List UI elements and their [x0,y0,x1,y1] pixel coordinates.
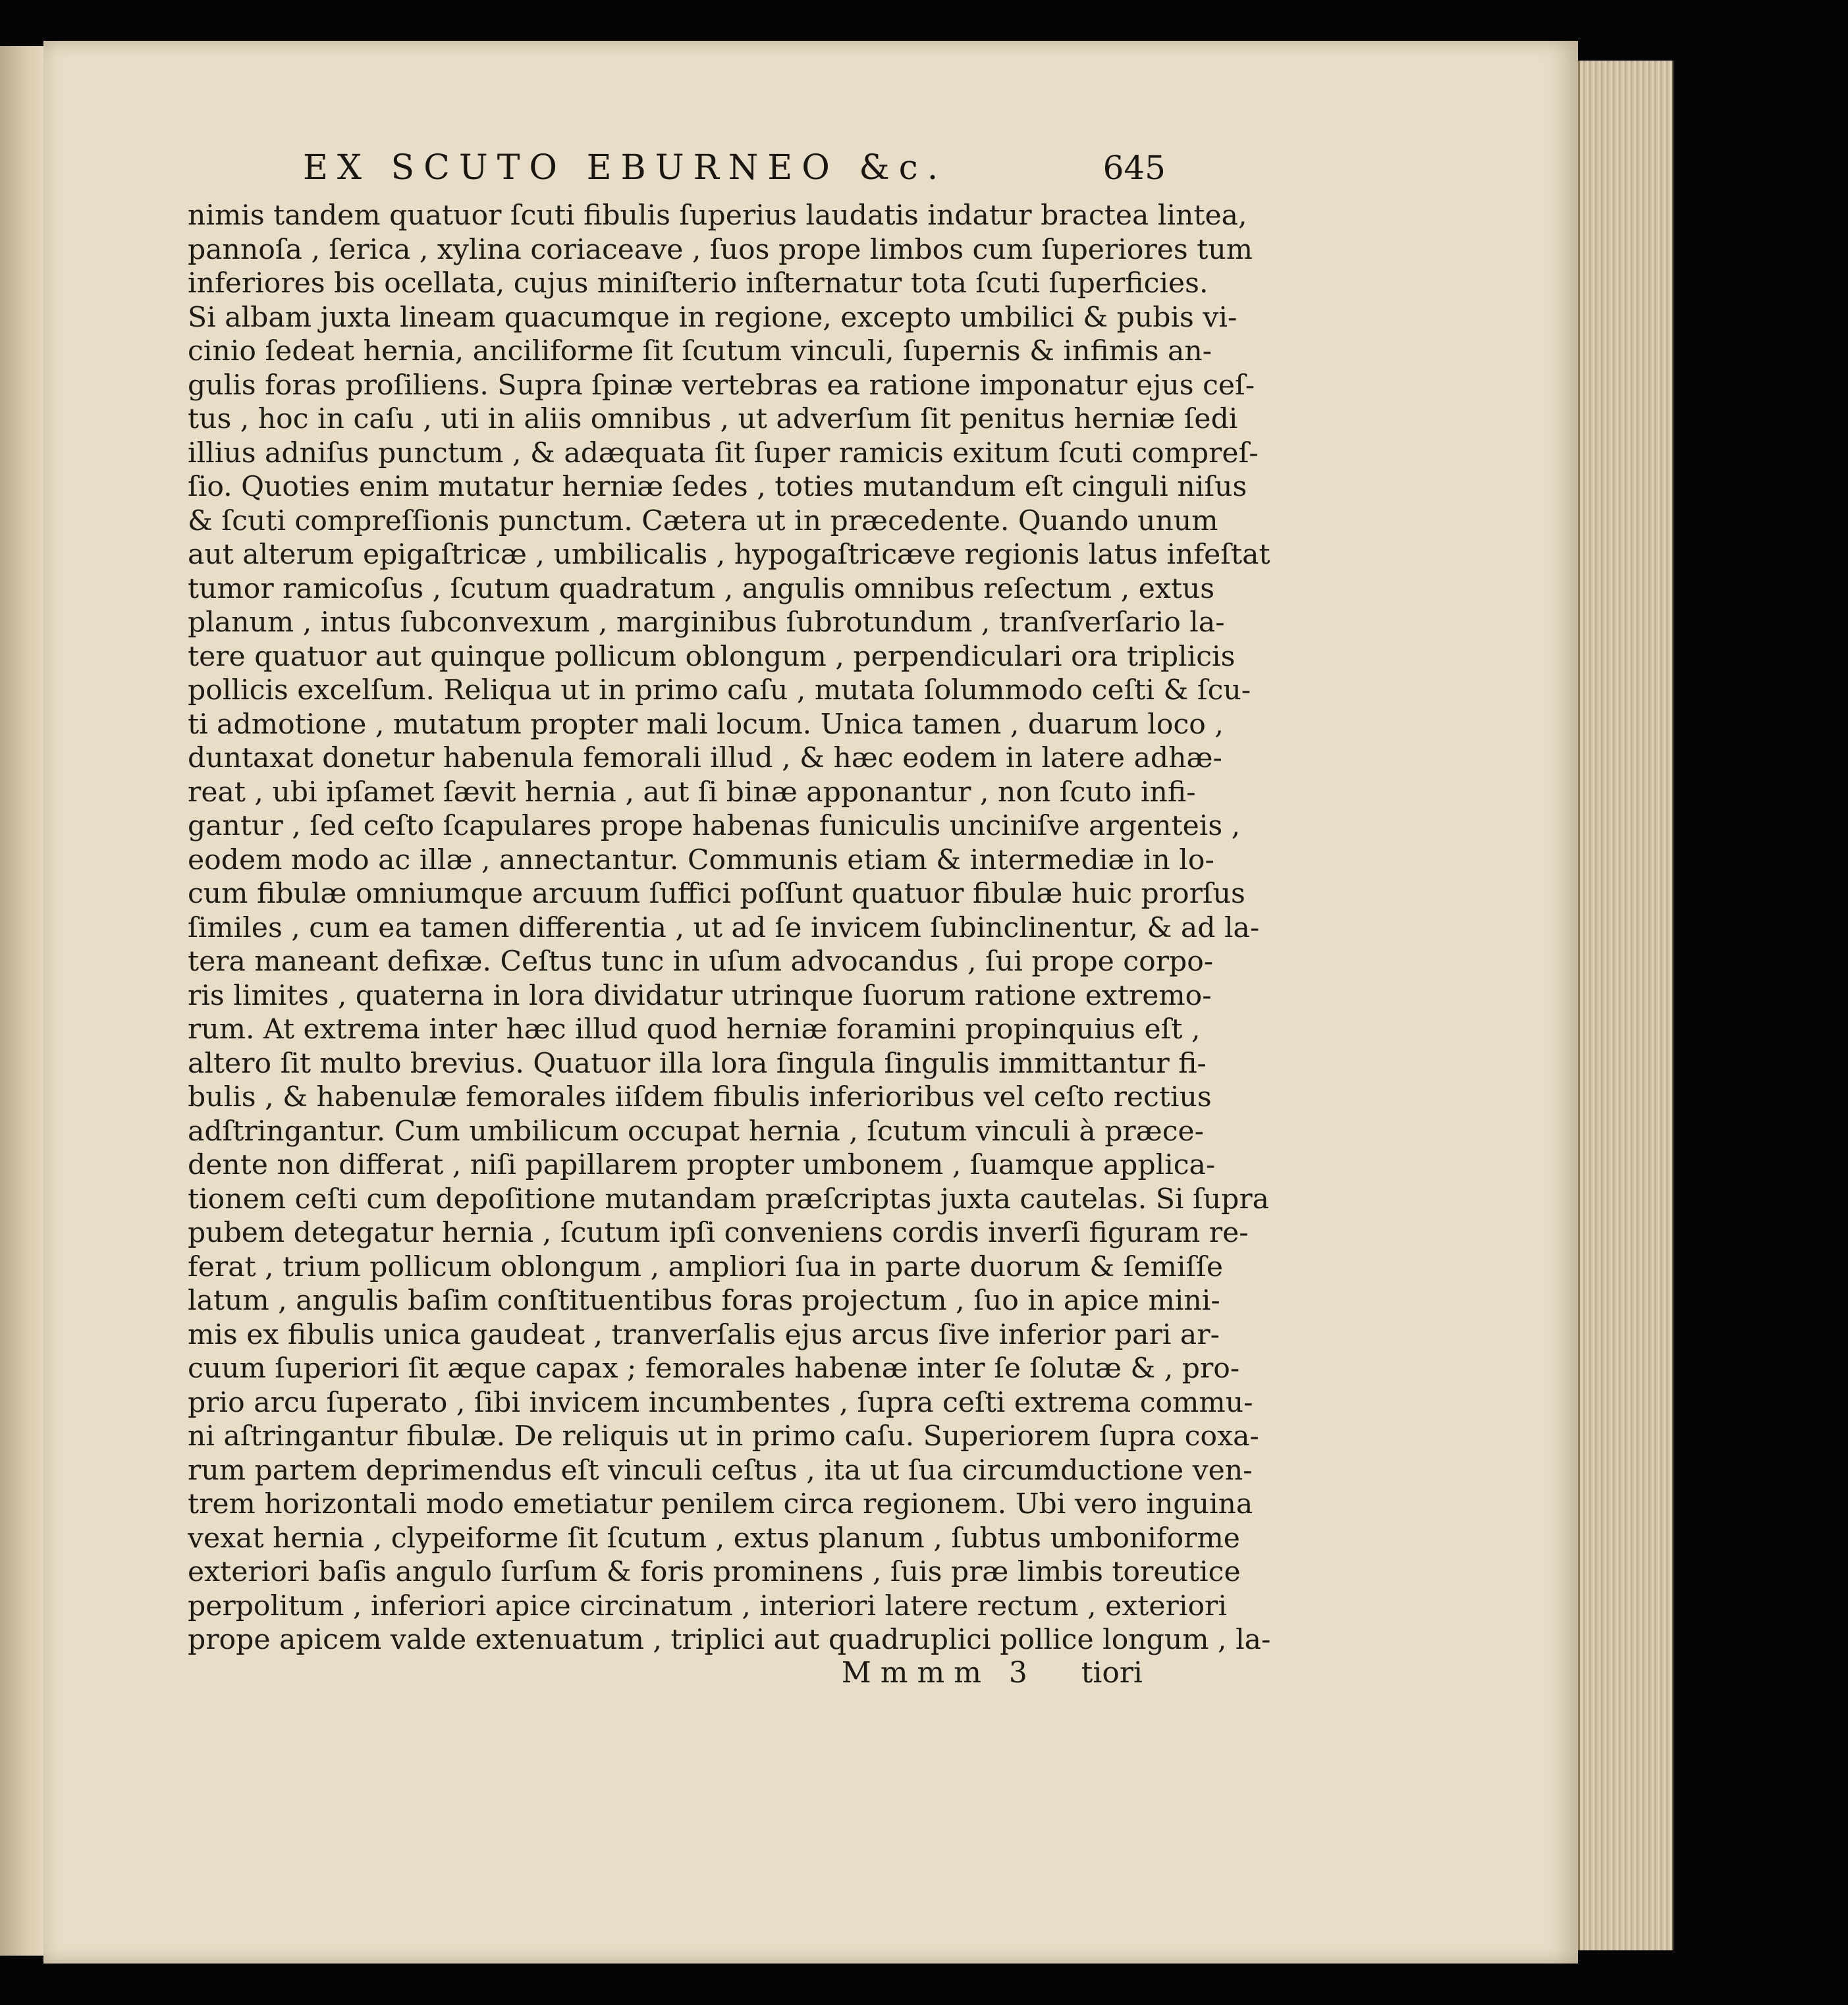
text-line: nimis tandem quatuor ſcuti fibulis ſuperius laudatis indatur bractea lintea, [188,200,1247,232]
page-number: 645 [1102,149,1166,187]
text-line: & ſcuti compreſſionis punctum. Cætera ut in præcedente. Quando unum [188,504,1218,537]
text-line: ni aſtringantur fibulæ. De reliquis ut in primo caſu. Superiorem ſupra coxa- [188,1420,1259,1453]
text-line: inferiores bis ocellata, cujus miniſterio inſternatur tota ſcuti ſuperficies. [188,267,1209,300]
text-line: tere quatuor aut quinque pollicum oblongum , perpendiculari ora triplicis [188,640,1236,673]
text-line: adſtringantur. Cum umbilicum occupat hernia , ſcutum vinculi à præce- [188,1115,1205,1148]
text-line: mis ex fibulis unica gaudeat , tranverſalis ejus arcus ſive inferior pari ar- [188,1318,1220,1351]
text-line: ris limites , quaterna in lora dividatur utrinque ſuorum ratione extremo- [188,979,1212,1012]
running-title: EX SCUTO EBURNEO &c. [303,148,948,188]
text-line: duntaxat donetur habenula femorali illud , & hæc eodem in latere adhæ- [188,742,1222,774]
text-line: vexat hernia , clypeiforme ſit ſcutum , extus planum , ſubtus umboniforme [188,1522,1240,1555]
text-line: reat , ubi ipſamet ſævit hernia , aut ſi binæ apponantur , non ſcuto infi- [188,776,1196,809]
text-line: Si albam juxta lineam quacumque in regione, excepto umbilici & pubis vi- [188,301,1237,334]
text-line: gulis foras proſiliens. Supra ſpinæ vertebras ea ratione imponatur ejus ceſ- [188,369,1255,402]
page-header [303,138,1166,198]
text-line: tera maneant defixæ. Ceſtus tunc in uſum advocandus , ſui prope corpo- [188,946,1214,978]
text-line: ſio. Quoties enim mutatur herniæ ſedes , toties mutandum eſt cinguli niſus [188,471,1247,503]
catchword: tiori [1081,1655,1143,1690]
text-line: cuum ſuperiori ſit æque capax ; femorales habenæ inter ſe ſolutæ & , pro- [188,1352,1240,1385]
text-line: tus , hoc in caſu , uti in aliis omnibus , ut adverſum ſit penitus herniæ ſedi [188,403,1238,435]
text-line: latum , angulis baſim conſtituentibus foras projectum , ſuo in apice mini- [188,1285,1220,1317]
text-line: gantur , ſed ceſto ſcapulares prope habenas funiculis unciniſve argenteis , [188,810,1241,842]
text-line: bulis , & habenulæ femorales iiſdem fibulis inferioribus vel ceſto rectius [188,1081,1212,1113]
text-line: illius adniſus punctum , & adæquata ſit ſuper ramicis exitum ſcuti compreſ- [188,437,1259,469]
text-line: ferat , trium pollicum oblongum , ampliori ſua in parte duorum & ſemiſſe [188,1250,1224,1283]
text-line: planum , intus ſubconvexum , marginibus ſubrotundum , tranſverſario la- [188,606,1225,639]
text-line: ti admotione , mutatum propter mali locum. Unica tamen , duarum loco , [188,708,1224,741]
body-text [188,199,1271,1657]
text-line: eodem modo ac illæ , annectantur. Communis etiam & intermediæ in lo- [188,843,1214,876]
text-line: tumor ramicoſus , ſcutum quadratum , angulis omnibus reſectum , extus [188,572,1215,605]
text-line: altero ſit multo brevius. Quatuor illa lora ſingula ſingulis immittantur fi- [188,1047,1207,1080]
text-line: cinio ſedeat hernia, anciliforme ſit ſcutum vinculi, ſupernis & infimis an- [188,335,1212,367]
text-line: perpolitum , inferiori apice circinatum , interiori latere rectum , exteriori [188,1590,1227,1622]
left-page-edge [0,46,47,1956]
text-line: pollicis excelſum. Reliqua ut in primo caſu , mutata ſolummodo ceſti & ſcu- [188,674,1251,707]
text-line: ſimiles , cum ea tamen differentia , ut ad ſe invicem ſubinclinentur, & ad la- [188,911,1260,944]
signature-mark: Mmmm 3 [841,1655,1037,1690]
text-line: rum partem deprimendus eſt vinculi ceſtus , ita ut ſua circumductione ven- [188,1454,1253,1487]
text-line: pubem detegatur hernia , ſcutum ipſi conveniens cordis inverſi figuram re- [188,1217,1249,1249]
text-line: rum. At extrema inter hæc illud quod herniæ foramini propinquius eſt , [188,1013,1201,1046]
text-line: pannoſa , ſerica , xylina coriaceave , ſuos prope limbos cum ſuperiores tum [188,233,1253,266]
text-line: cum fibulæ omniumque arcuum ſuffici poſſunt quatuor fibulæ huic prorſus [188,878,1245,910]
catchline [698,1653,1143,1692]
text-line: tionem ceſti cum depoſitione mutandam præſcriptas juxta cautelas. Si ſupra [188,1183,1269,1216]
text-line: aut alterum epigaſtricæ , umbilicalis , hypogaſtricæve regionis latus infeſtat [188,539,1270,571]
text-line: trem horizontali modo emetiatur penilem circa regionem. Ubi vero inguina [188,1488,1253,1520]
text-line: prio arcu ſuperato , ſibi invicem incumbentes , ſupra ceſti extrema commu- [188,1386,1253,1419]
text-line: prope apicem valde extenuatum , triplici aut quadruplici pollice longum , la- [188,1624,1271,1656]
text-line: exteriori baſis angulo ſurſum & foris prominens , ſuis præ limbis toreutice [188,1556,1241,1588]
text-line: dente non differat , niſi papillarem propter umbonem , ſuamque applica- [188,1149,1216,1181]
page-fore-edge [1578,61,1673,1950]
